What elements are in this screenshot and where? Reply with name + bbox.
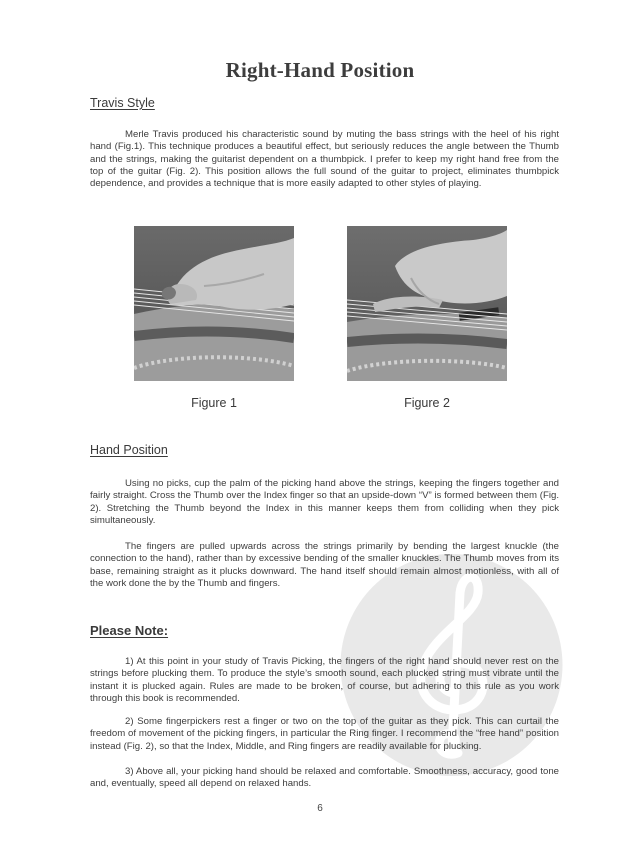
travis-style-paragraph: Merle Travis produced his characteristic sound by muting the bass strings with the heel of his right hand (Fig.1). This technique produces a beautiful effect, but seriously reduces the angle between the Thumb and the strings, making the guitarist dependent on a thumbpick. I prefer to keep my right hand free from the top of the guitar (Fig. 2). This position allows the full sound of the guitar to project, eliminates thumbpick dependence, and provides a technique that is more easily adapted to other styles of playing.: [90, 129, 559, 190]
figure-1-photo: [134, 226, 294, 381]
figure-2-caption: Figure 2: [404, 396, 450, 410]
hand-position-paragraph-2: The fingers are pulled upwards across the strings primarily by bending the largest knuckle (the connection to the hand), rather than by excessive bending of the smaller knuckles. The Thumb moves from its base, remaining straight as it plucks downward. The hand itself should remain almost motionless, with all of the work done the by the Thumb and fingers.: [90, 541, 559, 589]
note-paragraph-2: 2) Some fingerpickers rest a finger or two on the top of the guitar as they pick. This can curtail the freedom of movement of the picking fingers, in particular the Ring finger. I recommend the “free hand” position instead (Fig. 2), so that the Index, Middle, and Ring fingers are readily available for plucking.: [90, 716, 559, 752]
section-heading-please-note: Please Note:: [90, 623, 169, 638]
section-heading-travis-style: Travis Style: [90, 96, 155, 110]
page-title: Right-Hand Position: [225, 58, 415, 82]
page-number: 6: [317, 803, 323, 814]
figure-1-caption: Figure 1: [191, 396, 237, 410]
hand-position-paragraph-1: Using no picks, cup the palm of the picking hand above the strings, keeping the fingers together and fairly straight. Cross the Thumb over the Index finger so that an upside-down “V” is formed between them (Fig. 2). Stretching the Thumb beyond the Index in this manner keeps them from colliding when they pick simultaneously.: [90, 478, 559, 526]
figure-2-photo: [347, 226, 507, 381]
note-paragraph-1: 1) At this point in your study of Travis Picking, the fingers of the right hand should never rest on the strings before plucking them. To produce the style’s smooth sound, each plucked string must vibrate until the instant it is plucked again. Rules are made to be broken, of course, but adhering to this rule as you work through this book is recommended.: [90, 656, 559, 704]
note-paragraph-3: 3) Above all, your picking hand should be relaxed and comfortable. Smoothness, accuracy, good tone and, eventually, speed all depend on relaxed hands.: [90, 766, 559, 790]
section-heading-hand-position: Hand Position: [90, 443, 168, 457]
